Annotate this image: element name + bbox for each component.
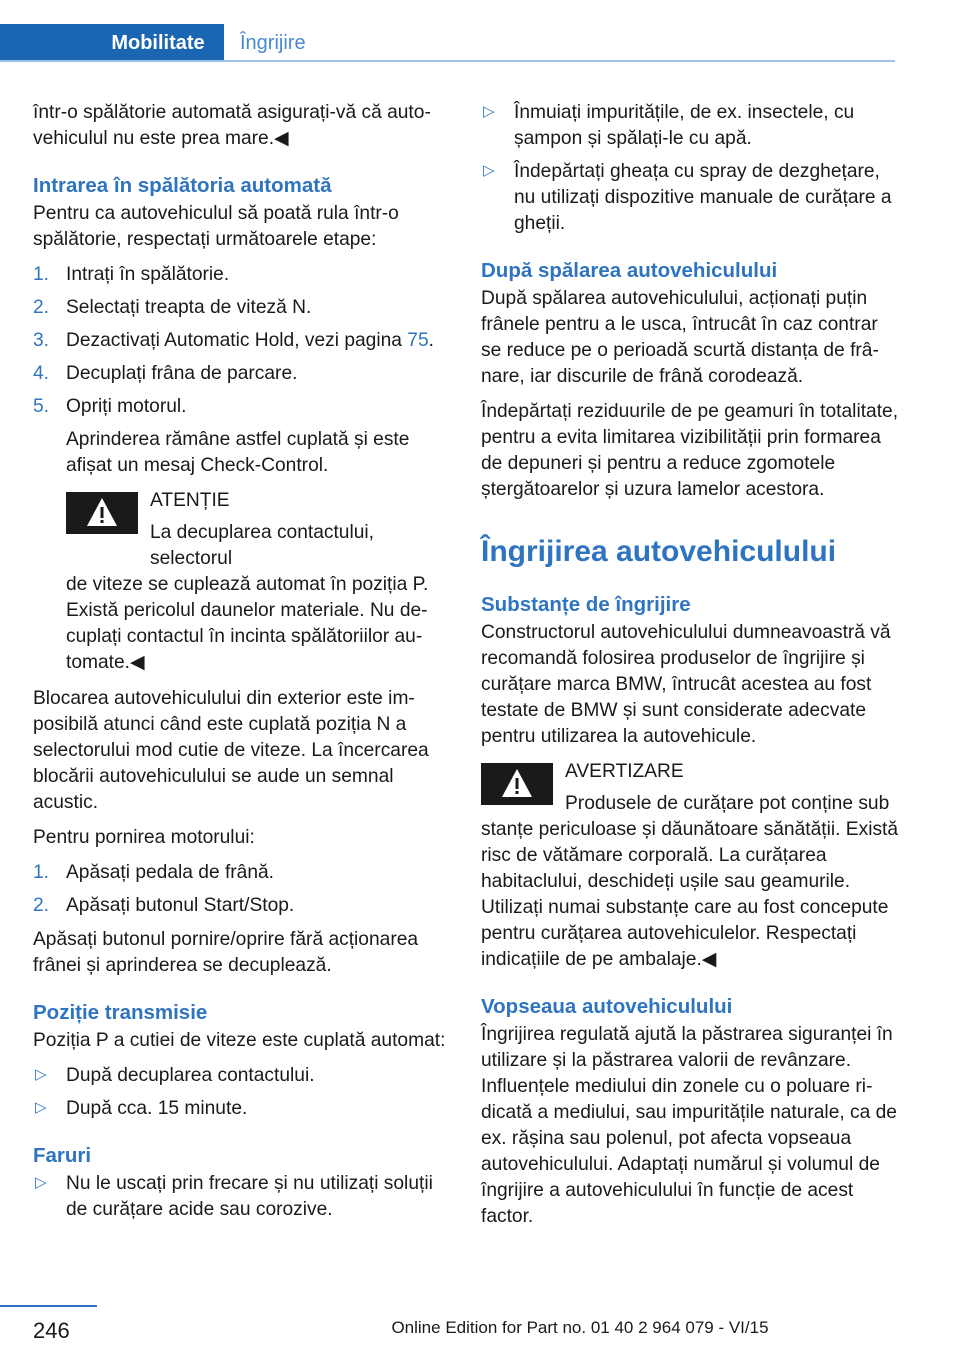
triangle-right-icon: ▷ xyxy=(35,1174,47,1191)
after-paragraph-2: Îndepărtați reziduurile de pe geamuri în totalitate, pentru a evita limitarea vizibilității prin formarea de depuneri și pentru a reduce zgomotele ștergătoarelor și uzura lamelor acestora. xyxy=(481,401,899,500)
triangle-right-icon: ▷ xyxy=(35,1099,47,1116)
list-item: ▷ După decuplarea contactului. xyxy=(33,1063,453,1089)
after-paragraph-1: După spălarea autovehiculului, acționați puțin frânele pentru a le usca, întrucât în caz contrar se reduce pe o perioadă scurtă distanța de frânare, iar discurile de frână corodează. xyxy=(481,288,879,387)
list-item: 2. Selectați treapta de viteză N. xyxy=(33,297,312,318)
triangle-right-icon: ▷ xyxy=(35,1066,47,1083)
list-item: 1. Apăsați pedala de frână. xyxy=(33,862,275,883)
heading-after-wash: După spălarea autovehiculului xyxy=(481,259,778,282)
edition-text: Online Edition for Part no. 01 40 2 964 079 - VI/15 xyxy=(391,1318,769,1337)
warning-box xyxy=(66,488,453,676)
cleaning-list xyxy=(481,100,901,237)
warning-line: La decuplarea contactului, selectorul xyxy=(150,522,375,569)
heading-care: Îngrijirea autovehiculului xyxy=(481,535,837,568)
right-column xyxy=(481,100,901,1239)
wash-steps xyxy=(33,262,453,676)
start-intro: Pentru pornirea motorului: xyxy=(33,827,255,848)
page-link[interactable]: 75 xyxy=(407,330,429,351)
heading-wash: Intrarea în spălătoria automată xyxy=(33,174,332,197)
lock-paragraph: Blocarea autovehiculului din exterior este imposibilă atunci când este cuplată poziția N a selectorului mod cutie de viteze. La încercarea blocării autovehiculului se aude un semnal acustic. xyxy=(33,688,429,813)
page-header xyxy=(0,0,960,62)
heading-transmission: Poziție transmisie xyxy=(33,1001,208,1024)
page-number: 246 xyxy=(33,1318,70,1343)
tab-mobilitate[interactable]: Mobilitate xyxy=(0,24,224,62)
warning-box xyxy=(481,759,901,973)
list-item: 3. Dezactivați Automatic Hold, vezi pagina 75. xyxy=(33,330,434,351)
lights-list xyxy=(33,1171,453,1223)
left-column xyxy=(33,100,453,1231)
list-item: ▷ Îndepărtați gheața cu spray de dezghețare, nu utilizați dispozitive manuale de curățare a gheții. xyxy=(481,159,901,237)
list-item: ▷ Nu le uscați prin frecare și nu utilizați soluții de curățare acide sau corozive. xyxy=(33,1171,453,1223)
list-item: 4. Decuplați frâna de parcare. xyxy=(33,363,298,384)
warning-text: de viteze se cuplează automat în poziția P. Există pericolul daunelor materiale. Nu decuplați contactul în incinta spălătoriilor automate.◀ xyxy=(66,574,429,673)
warning-triangle-icon xyxy=(481,763,553,805)
footer-divider xyxy=(0,1305,97,1307)
substances-paragraph: Constructorul autovehiculului dumneavoastră vă recomandă folosirea produselor de îngrijire și curățare marca BMW, întrucât acestea au fost testate de BMW și sunt considerate adecvate pentru utilizarea la autovehicule. xyxy=(481,622,891,747)
triangle-right-icon: ▷ xyxy=(483,103,495,120)
triangle-right-icon: ▷ xyxy=(483,162,495,179)
heading-lights: Faruri xyxy=(33,1144,92,1167)
trans-list xyxy=(33,1063,453,1122)
intro-paragraph: într-o spălătorie automată asigurați-vă că autovehiculul nu este prea mare.◀ xyxy=(33,102,431,149)
warning-title: ATENȚIE xyxy=(150,490,230,511)
heading-paint: Vopseaua autovehiculului xyxy=(481,995,733,1018)
heading-substances: Substanțe de îngrijire xyxy=(481,593,691,616)
list-item: ▷ După cca. 15 minute. xyxy=(33,1096,453,1122)
list-item: 2. Apăsați butonul Start/Stop. xyxy=(33,895,295,916)
start-steps xyxy=(33,860,453,919)
list-item: 5. Opriți motorul. Aprinderea rămâne astfel cuplată și este afișat un mesaj Check-Control. ATENȚIE La decuplarea contactului, selectorul de viteze se cuplează automat în poziția P. Există pericolul daunelor materiale. Nu decuplați contactul în incinta spălătoriilor automate.◀ xyxy=(33,394,453,676)
warning-title: AVERTIZARE xyxy=(565,761,684,782)
tab-ingrijire[interactable]: Îngrijire xyxy=(240,31,306,54)
wash-intro: Pentru ca autovehiculul să poată rula într-o spălătorie, respectați următoarele etape: xyxy=(33,203,399,250)
start-note: Apăsați butonul pornire/oprire fără acționarea frânei și aprinderea se decuplează. xyxy=(33,929,419,976)
warning-triangle-icon xyxy=(66,492,138,534)
paint-paragraph: Îngrijirea regulată ajută la păstrarea siguranței în utilizare și la păstrarea valorii de revânzare. Influențele mediului din zonele cu o poluare ridicată a mediului, sau impuritățile naturale, ca de ex. rășina sau polenul, pot afecta vopseaua autovehiculului. Adaptați numărul și volumul de îngrijire a autovehiculului în funcție de acest factor. xyxy=(481,1024,897,1227)
trans-intro: Poziția P a cutiei de viteze este cuplată automat: xyxy=(33,1030,446,1051)
step5-note: Aprinderea rămâne astfel cuplată și este afișat un mesaj Check-Control. xyxy=(66,429,410,476)
list-item: ▷ Înmuiați impuritățile, de ex. insectele, cu șampon și spălați-le cu apă. xyxy=(481,100,901,152)
warning-line: Produsele de curățare pot conține sub xyxy=(565,793,890,814)
warning-text: stanțe periculoase și dăunătoare sănătății. Există risc de vătămare corporală. La curățarea habitaclului, deschideți ușile sau geamurile. Utilizați numai substanțe care au fost concepute pentru curățarea autovehiculelor. Respectați indicațiile de pe ambalaje.◀ xyxy=(481,819,899,970)
header-divider xyxy=(0,60,895,62)
list-item: 1. Intrați în spălătorie. xyxy=(33,264,230,285)
